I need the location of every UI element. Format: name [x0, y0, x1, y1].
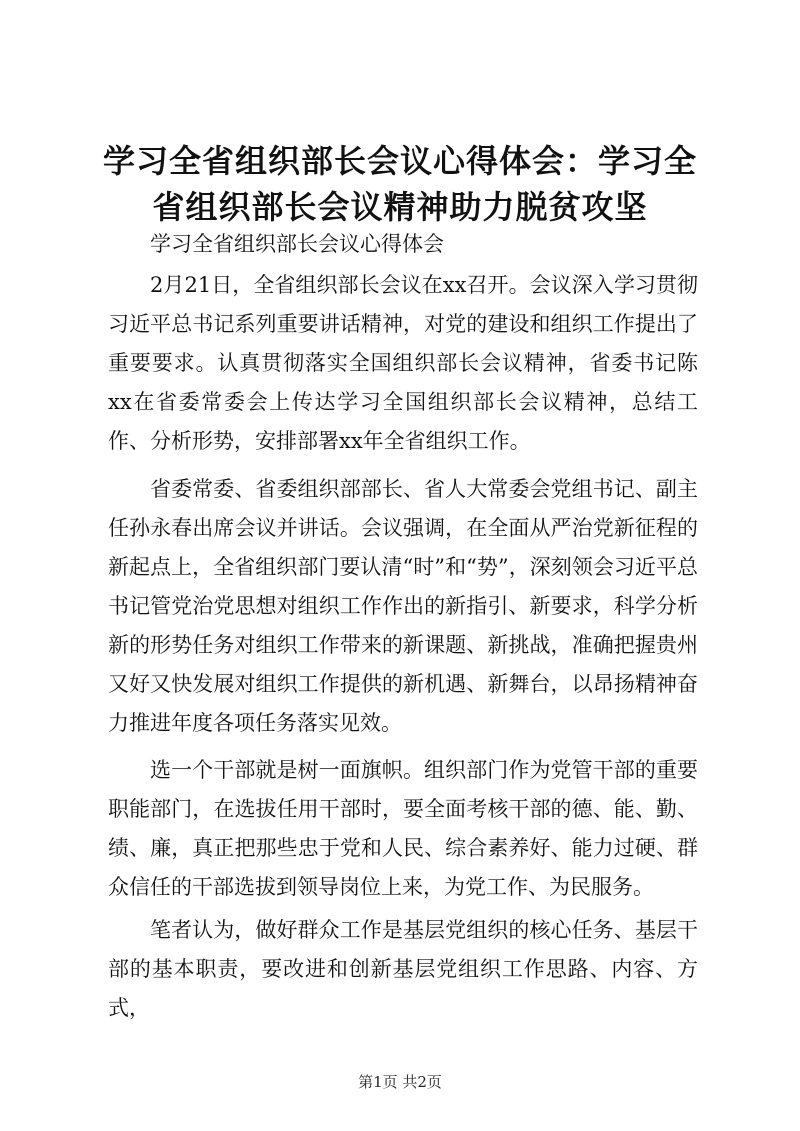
page-number-footer: 第1页 共2页	[358, 1073, 442, 1091]
body-paragraph-3: 选一个干部就是树一面旗帜。组织部门作为党管干部的重要职能部门，在选拔任用干部时，要全面考核干部的德、能、勤、绩、廉，真正把那些忠于党和人民、综合素养好、能力过硬、群众信任的干部选拔到领导岗位上来，为党工作、为民服务。	[108, 758, 698, 899]
document-subtitle: 学习全省组织部长会议心得体会	[150, 232, 444, 256]
body-paragraph-4: 笔者认为，做好群众工作是基层党组织的核心任务、基层干部的基本职责，要改进和创新基层党组织工作思路、内容、方式，	[108, 918, 698, 1020]
body-paragraph-2: 省委常委、省委组织部部长、省人大常委会党组书记、副主任孙永春出席会议并讲话。会议强调，在全面从严治党新征程的新起点上，全省组织部门要认清“时”和“势”，深刻领会习近平总书记管党治党思想对组织工作作出的新指引、新要求，科学分析新的形势任务对组织工作带来的新课题、新挑战，准确把握贵州又好又快发展对组织工作提供的新机遇、新舞台，以昂扬精神奋力推进年度各项任务落实见效。	[108, 477, 698, 735]
document-title: 学习全省组织部长会议心得体会：学习全省组织部长会议精神助力脱贫攻坚	[102, 142, 697, 226]
body-paragraph-1: 2月21日，全省组织部长会议在xx召开。会议深入学习贯彻习近平总书记系列重要讲话精神，对党的建设和组织工作提出了重要要求。认真贯彻落实全国组织部长会议精神，省委书记陈xx在省委常委会上传达学习全国组织部长会议精神，总结工作、分析形势，安排部署xx年全省组织工作。	[108, 273, 698, 453]
